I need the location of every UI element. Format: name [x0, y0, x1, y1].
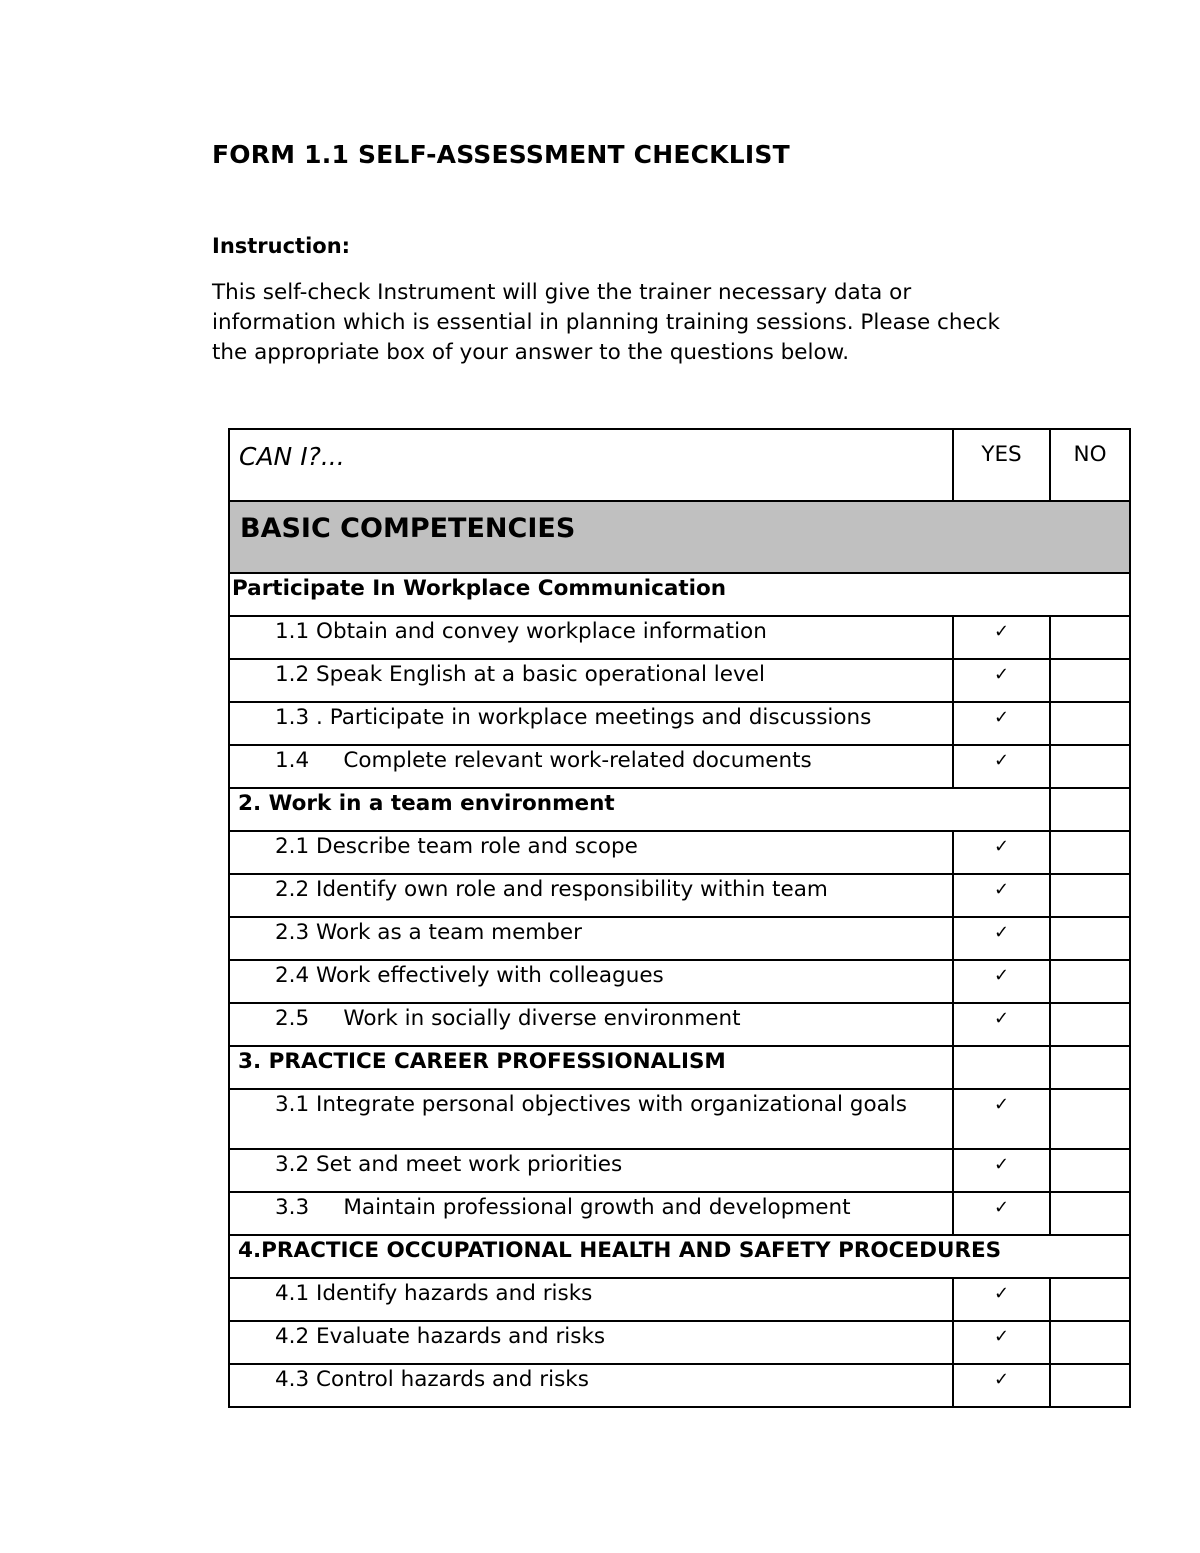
- yes-checkbox[interactable]: ✓: [953, 1192, 1050, 1235]
- table-row: [229, 1278, 1130, 1321]
- section-title-text: Work in a team environment: [268, 791, 615, 816]
- no-checkbox[interactable]: [1050, 1321, 1130, 1364]
- competency-item: 2.1 Describe team role and scope: [229, 831, 953, 874]
- no-checkbox[interactable]: [1050, 659, 1130, 702]
- competency-item: 4.2 Evaluate hazards and risks: [229, 1321, 953, 1364]
- section-number: 3.: [238, 1049, 262, 1074]
- page-title: FORM 1.1 SELF-ASSESSMENT CHECKLIST: [212, 140, 790, 169]
- competency-item: 1.4 Complete relevant work-related documents: [229, 745, 953, 788]
- table-row: [229, 659, 1130, 702]
- yes-checkbox[interactable]: ✓: [953, 745, 1050, 788]
- no-checkbox[interactable]: [1050, 1192, 1130, 1235]
- section-title-text: PRACTICE OCCUPATIONAL HEALTH AND SAFETY PROCEDURES: [261, 1238, 1002, 1263]
- table-row: [229, 616, 1130, 659]
- empty-cell: [1050, 1046, 1130, 1089]
- competency-item: 1.2 Speak English at a basic operational level: [229, 659, 953, 702]
- table-row: [229, 960, 1130, 1003]
- no-checkbox[interactable]: [1050, 702, 1130, 745]
- table-row: [229, 831, 1130, 874]
- no-checkbox[interactable]: [1050, 745, 1130, 788]
- yes-checkbox[interactable]: ✓: [953, 874, 1050, 917]
- competency-item: 3.3 Maintain professional growth and development: [229, 1192, 953, 1235]
- no-checkbox[interactable]: [1050, 960, 1130, 1003]
- column-header-yes: YES: [953, 429, 1050, 501]
- empty-cell: [953, 1046, 1050, 1089]
- section-number: 4.: [238, 1238, 262, 1263]
- table-row: [229, 1321, 1130, 1364]
- empty-cell: [1050, 788, 1130, 831]
- yes-checkbox[interactable]: ✓: [953, 616, 1050, 659]
- section-heading-row: [229, 1046, 1130, 1089]
- section-title-text: PRACTICE CAREER PROFESSIONALISM: [268, 1049, 726, 1074]
- column-header-no: NO: [1050, 429, 1130, 501]
- section-title: [229, 788, 1050, 831]
- table-header-row: [229, 429, 1130, 501]
- no-checkbox[interactable]: [1050, 616, 1130, 659]
- competency-item: 2.5 Work in socially diverse environment: [229, 1003, 953, 1046]
- no-checkbox[interactable]: [1050, 831, 1130, 874]
- no-checkbox[interactable]: [1050, 1089, 1130, 1149]
- table-row: [229, 1149, 1130, 1192]
- yes-checkbox[interactable]: ✓: [953, 917, 1050, 960]
- no-checkbox[interactable]: [1050, 917, 1130, 960]
- competency-item: 2.2 Identify own role and responsibility within team: [229, 874, 953, 917]
- yes-checkbox[interactable]: ✓: [953, 1149, 1050, 1192]
- yes-checkbox[interactable]: ✓: [953, 702, 1050, 745]
- competency-item: 3.2 Set and meet work priorities: [229, 1149, 953, 1192]
- no-checkbox[interactable]: [1050, 1149, 1130, 1192]
- section-title: Participate In Workplace Communication: [229, 573, 1130, 616]
- competency-item: 2.4 Work effectively with colleagues: [229, 960, 953, 1003]
- no-checkbox[interactable]: [1050, 1003, 1130, 1046]
- yes-checkbox[interactable]: ✓: [953, 1089, 1050, 1149]
- instruction-label: Instruction:: [212, 234, 351, 258]
- table-row: [229, 1192, 1130, 1235]
- section-heading-row: [229, 788, 1130, 831]
- section-heading-row: [229, 1235, 1130, 1278]
- yes-checkbox[interactable]: ✓: [953, 659, 1050, 702]
- table-row: [229, 1364, 1130, 1407]
- table-row: [229, 1003, 1130, 1046]
- section-title: [229, 1235, 1130, 1278]
- section-number: 2.: [238, 791, 262, 816]
- competency-item: 4.1 Identify hazards and risks: [229, 1278, 953, 1321]
- instruction-text: This self-check Instrument will give the trainer necessary data or information which is essential in planning training sessions. Please check the appropriate box of your answer to the questions below.: [212, 280, 1000, 365]
- no-checkbox[interactable]: [1050, 1278, 1130, 1321]
- yes-checkbox[interactable]: ✓: [953, 1278, 1050, 1321]
- yes-checkbox[interactable]: ✓: [953, 831, 1050, 874]
- competency-item: 1.1 Obtain and convey workplace information: [229, 616, 953, 659]
- competency-item: 4.3 Control hazards and risks: [229, 1364, 953, 1407]
- yes-checkbox[interactable]: ✓: [953, 1364, 1050, 1407]
- basic-competencies-banner: BASIC COMPETENCIES: [229, 501, 1130, 573]
- table-row: [229, 745, 1130, 788]
- yes-checkbox[interactable]: ✓: [953, 1321, 1050, 1364]
- no-checkbox[interactable]: [1050, 1364, 1130, 1407]
- section-title: [229, 1046, 953, 1089]
- competency-item: 1.3 . Participate in workplace meetings and discussions: [229, 702, 953, 745]
- table-row: [229, 874, 1130, 917]
- yes-checkbox[interactable]: ✓: [953, 960, 1050, 1003]
- section-heading-row: [229, 573, 1130, 616]
- self-assessment-table: [228, 428, 1131, 1408]
- basic-competencies-banner-row: [229, 501, 1130, 573]
- table-row: [229, 702, 1130, 745]
- table-row: [229, 1089, 1130, 1149]
- competency-item: 3.1 Integrate personal objectives with organizational goals: [229, 1089, 953, 1149]
- table-row: [229, 917, 1130, 960]
- yes-checkbox[interactable]: ✓: [953, 1003, 1050, 1046]
- competency-item: 2.3 Work as a team member: [229, 917, 953, 960]
- no-checkbox[interactable]: [1050, 874, 1130, 917]
- column-header-question: CAN I?...: [229, 429, 953, 501]
